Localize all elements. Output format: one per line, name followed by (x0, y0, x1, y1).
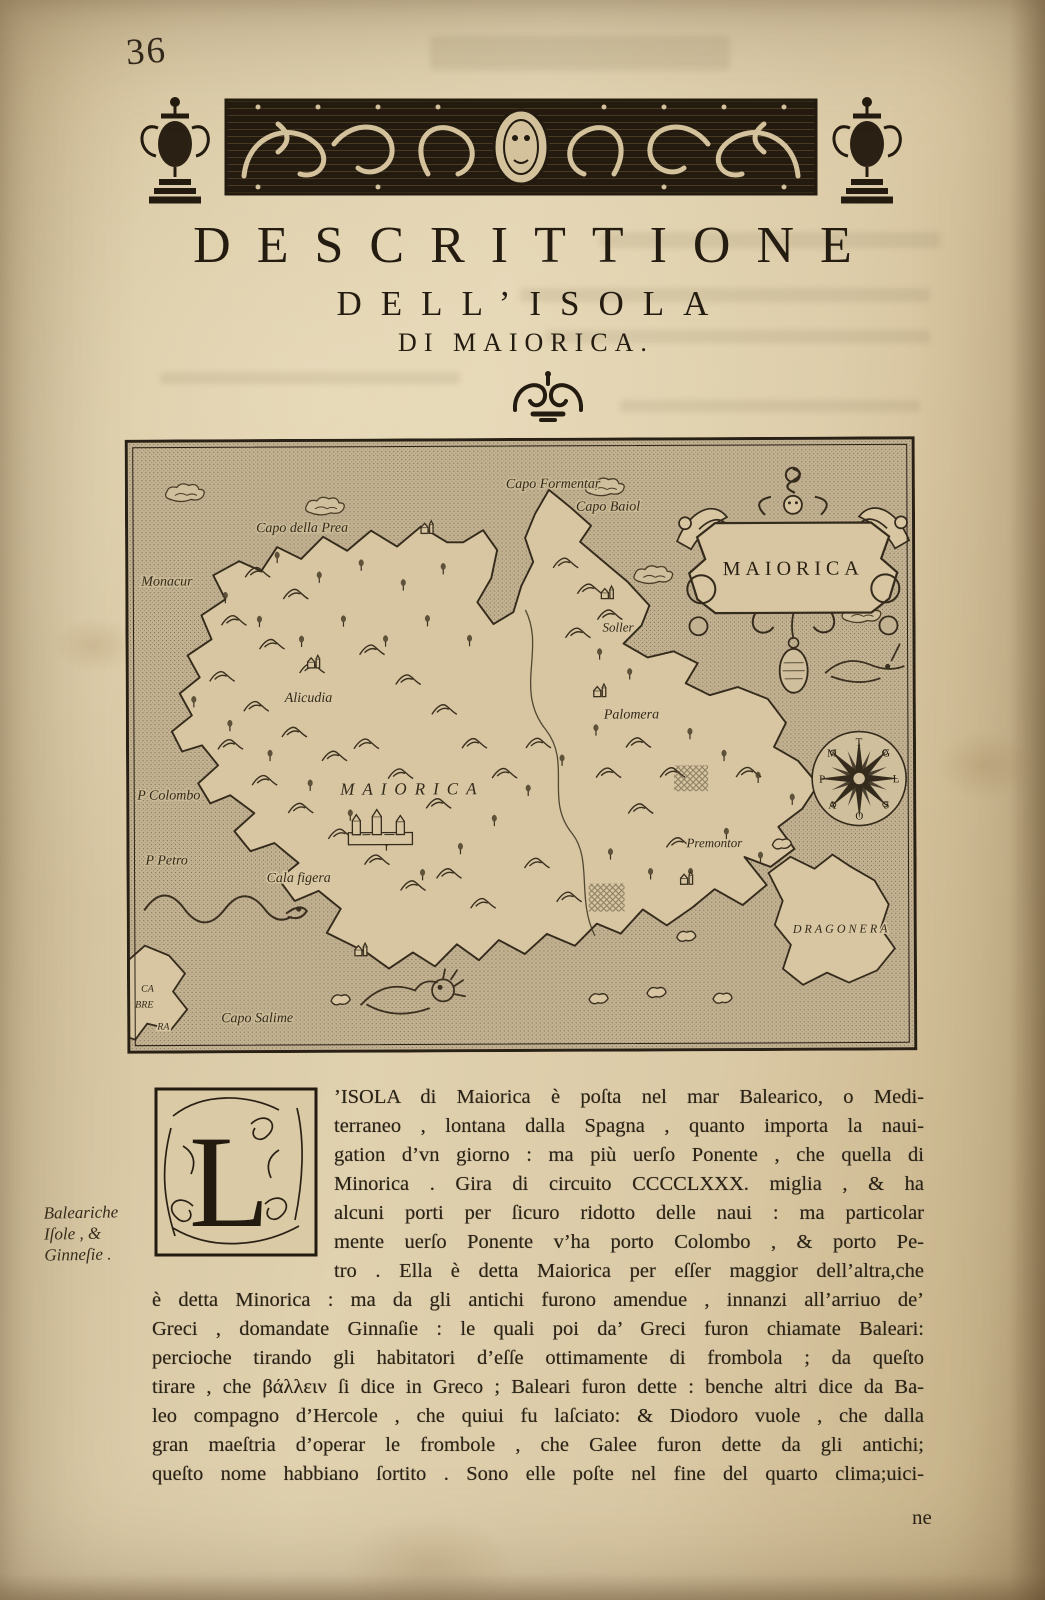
islet (647, 987, 666, 997)
label-island-maiorica: MAIORICA (340, 779, 485, 799)
catchword: ne (912, 1505, 932, 1529)
islet (677, 931, 696, 941)
islet (331, 995, 350, 1005)
compass-letter-se: S (883, 799, 890, 812)
body-line: Greci , domandate Ginnaſie : le quali poi da’ Greci furon chiamate Baleari: (152, 1318, 924, 1340)
label-premontor: Premontor (686, 835, 743, 851)
body-line: percioche tirando gli habitatori d’eſſe ottimamente di frombola ; da queſto (152, 1347, 924, 1369)
label-capo-baiol: Capo Baiol (575, 499, 641, 515)
margin-note (43, 1201, 119, 1265)
label-capo-salime: Capo Salime (221, 1010, 294, 1027)
show-through-smudge (160, 372, 460, 384)
compass-letter-n: T (855, 736, 863, 749)
compass-letter-nw: M (827, 747, 837, 760)
margin-note-line: Iſole , & (43, 1223, 102, 1244)
label-monacur: Monacur (141, 574, 193, 590)
label-p-colombo: P Colombo (137, 788, 201, 804)
compass-letter-s: O (855, 810, 864, 823)
label-cabrera-1: CA (141, 983, 154, 995)
label-cabrera-3: RA (157, 1021, 170, 1033)
margin-note-line: Ginneſie . (44, 1244, 112, 1265)
compass-letter-sw: A (828, 799, 837, 812)
label-p-petro: P Petro (145, 853, 188, 869)
body-line: tro . Ella è detta Maiorica per eſſer maggior dell’altra,che (334, 1260, 924, 1282)
body-line: alcuni porti per ſicuro ridotto delle naui : ma particolar (334, 1202, 924, 1224)
title-line-2: DELL’ISOLA (336, 284, 728, 323)
urn-left-icon (142, 97, 208, 200)
map-of-maiorica (125, 436, 918, 1053)
label-cabrera-2: BRE (135, 999, 154, 1011)
body-line: leo compagno d’Hercole , che quiui fu laſciato: & Diodoro vuole , che dalla (152, 1405, 924, 1427)
headpiece-ornament (128, 84, 914, 212)
body-line: gation d’vn giorno : ma più uerſo Ponente , che quella di (334, 1144, 924, 1166)
margin-note-line: Baleariche (43, 1202, 119, 1223)
drop-cap-letter: L (189, 1108, 270, 1255)
fields (589, 884, 625, 912)
label-cala-figera: Cala figera (266, 870, 331, 887)
show-through-smudge (620, 400, 920, 412)
label-capo-della-prea: Capo della Prea (256, 520, 349, 537)
label-capo-formentar: Capo Formentar (505, 476, 601, 493)
title-line-3: DI MAIORICA. (398, 328, 654, 357)
islet (772, 839, 791, 849)
body-line: tirare , che βάλλειν ſi dice in Greco ; Baleari furon dette : benche altri dice da Ba- (152, 1376, 924, 1398)
label-palomera: Palomera (603, 707, 660, 723)
body-line: gran maeſtria d’operar le frombole , che Galee furon dette da gli antichi; (152, 1434, 924, 1456)
grotesque-frieze (226, 100, 816, 194)
label-soller: Soller (602, 619, 634, 635)
compass-letter-w: P (819, 773, 826, 786)
urn-right-icon (834, 97, 900, 200)
page-number: 36 (124, 29, 169, 74)
body-line: terraneo , lontana dalla Spagna , quanto importa la naui- (334, 1115, 924, 1137)
label-dragonera: DRAGONERA (792, 921, 891, 936)
body-line: queſto nome habbiano ſortito . Sono elle poſte nel fine del quarto clima;uici- (152, 1463, 924, 1485)
fleuron-ornament (505, 368, 591, 424)
fields (674, 765, 708, 791)
label-alicudia: Alicudia (284, 690, 333, 707)
page-edge-shadow (0, 1574, 1045, 1600)
islet (589, 994, 608, 1004)
body-line: mente uerſo Ponente v’ha porto Colombo , & porto Pe- (334, 1231, 924, 1253)
body-line: Minorica . Gira di circuito CCCCLXXX. miglia , & ha (334, 1173, 924, 1195)
body-line: è detta Minorica : ma da gli antichi furono amendue , innanzi all’arriuo de’ (152, 1289, 924, 1311)
show-through-smudge (430, 36, 730, 70)
islet (713, 993, 732, 1003)
cartouche-title: MAIORICA (722, 557, 864, 581)
body-line: ’ISOLA di Maiorica è poſta nel mar Balearico, o Medi- (334, 1086, 924, 1108)
title-line-1: DESCRITTIONE (193, 217, 878, 274)
page-edge-shadow (1009, 0, 1045, 1600)
drop-cap-block (153, 1086, 319, 1258)
compass-letter-e: L (892, 773, 900, 786)
compass-letter-ne: G (882, 747, 891, 760)
